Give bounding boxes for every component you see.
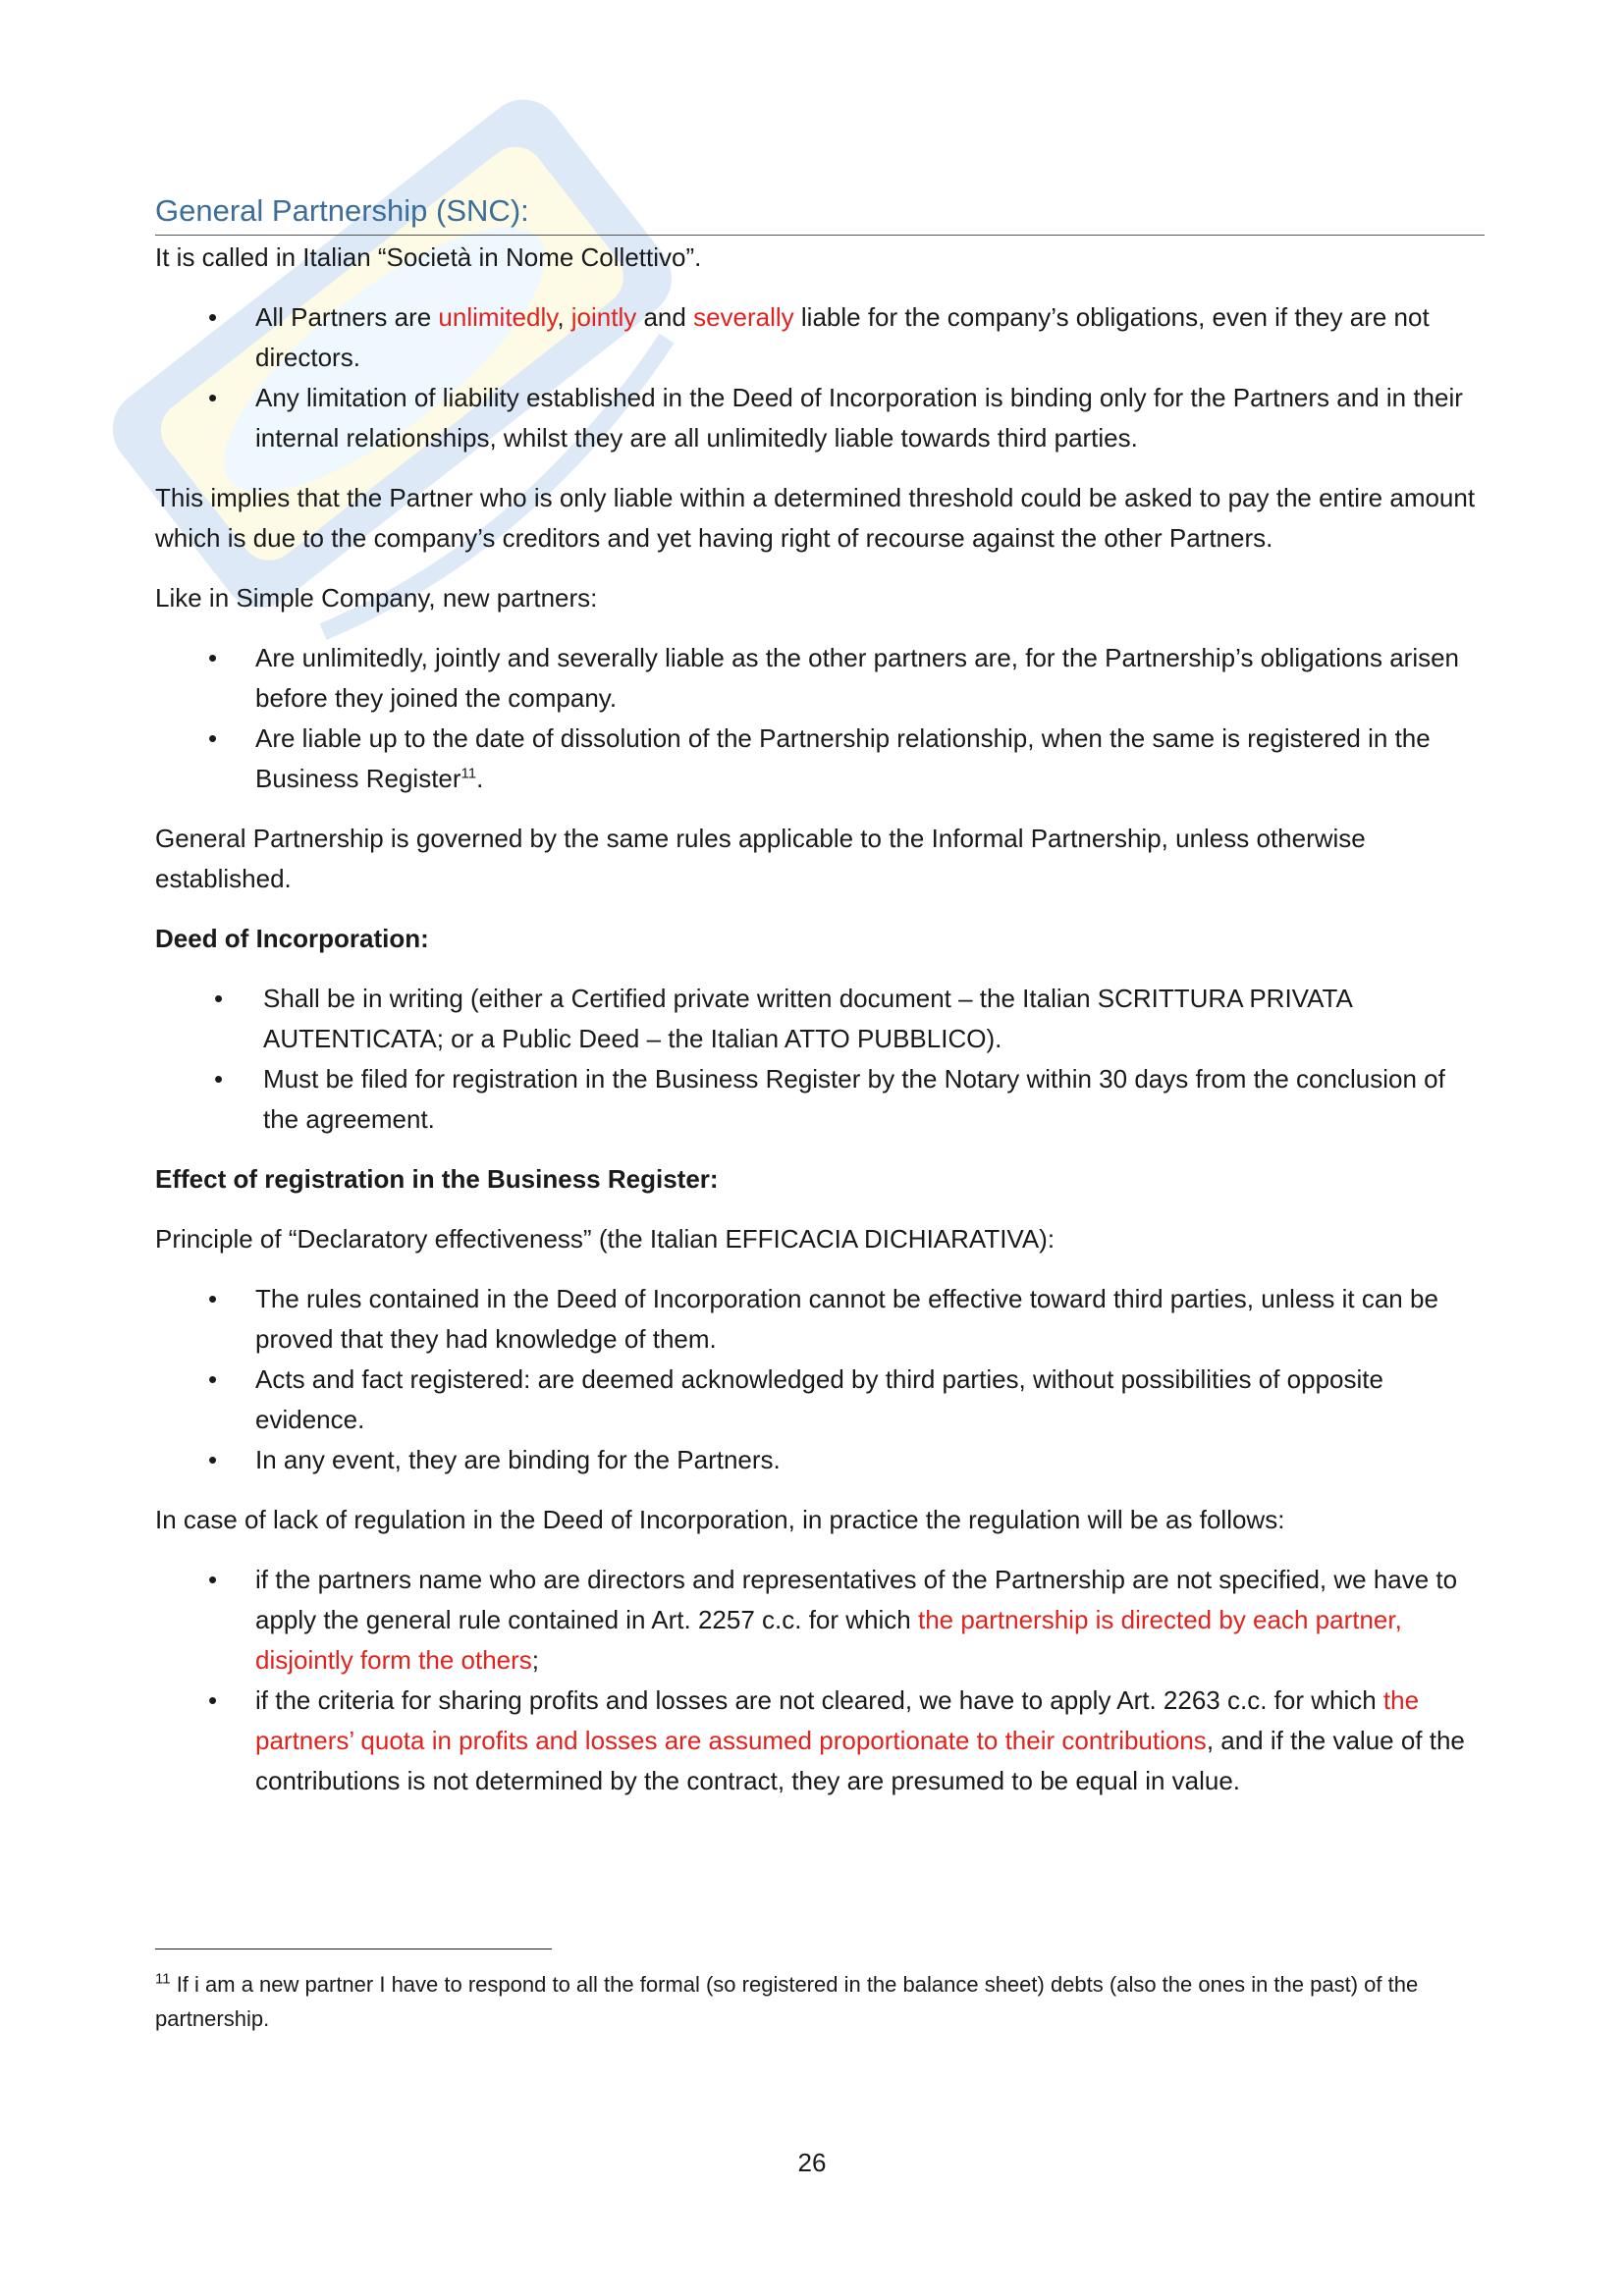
bullet-icon: • <box>208 301 218 332</box>
list-item: • Must be filed for registration in the Business Register by the Notary within 30 days from the conclusion of the agreement. <box>155 1059 1485 1140</box>
paragraph-principle: Principle of “Declaratory effectiveness” (the Italian EFFICACIA DICHIARATIVA): <box>155 1223 1056 1254</box>
highlight-text: the partners’ quota in profits and losses are assumed proportionate to their contributions <box>255 1684 1420 1755</box>
footnote-ref[interactable]: 11 <box>460 765 477 782</box>
liability-list <box>155 297 1485 458</box>
page-number: 26 <box>797 2148 827 2177</box>
section-heading: General Partnership (SNC): <box>155 192 1485 236</box>
footnote: $^{11}$ If i am a new partner I have to respond to all the formal (so registered in the balance sheet) debts (also the ones in the past) of the partnership. <box>155 1970 1419 2031</box>
effect-list <box>155 1279 1485 1480</box>
list-item: • Shall be in writing (either a Certified private written document – the Italian SCRITTURA PRIVATA AUTENTICATA; or a Public Deed – the Italian ATTO PUBBLICO). <box>155 979 1485 1059</box>
list-item: • Any limitation of liability established in the Deed of Incorporation is binding only for the Partners and in their internal relationships, whilst they are all unlimitedly liable towards third parties. <box>155 378 1485 458</box>
list-item: • Acts and fact registered: are deemed acknowledged by third parties, without possibilities of opposite evidence. <box>155 1360 1485 1440</box>
regulation-list <box>155 1560 1485 1801</box>
list-item: • Are unlimitedly, jointly and severally liable as the other partners are, for the Partnership’s obligations arisen before they joined the company. <box>155 638 1485 719</box>
bullet-icon: • <box>208 1363 218 1394</box>
list-item: • Are liable up to the date of dissolution of the Partnership relationship, when the same is registered in the Business Register$^{11}$. <box>155 719 1485 799</box>
paragraph-governed: General Partnership is governed by the same rules applicable to the Informal Partnership, unless otherwise established. <box>155 823 1366 893</box>
bullet-icon: • <box>214 1063 224 1094</box>
bullet-icon: • <box>214 983 224 1013</box>
intro-paragraph: It is called in Italian “Società in Nome Collettivo”. <box>155 241 702 272</box>
document-page <box>155 192 1485 2036</box>
list-item: • All Partners are unlimitedly, jointly and severally liable for the company’s obligations, even if they are not directors. <box>155 297 1485 378</box>
list-item: • if the partners name who are directors and representatives of the Partnership are not specified, we have to apply the general rule contained in Art. 2257 c.c. for which the partnership is directed by each partner, disjointly form the others; <box>155 1560 1485 1681</box>
effect-heading: Effect of registration in the Business Register: <box>155 1163 719 1194</box>
bullet-icon: • <box>208 382 218 412</box>
highlight-text: the partnership is directed by each partner, disjointly form the others <box>255 1604 1402 1675</box>
deed-heading: Deed of Incorporation: <box>155 923 429 953</box>
bullet-icon: • <box>208 1684 218 1715</box>
new-partners-list <box>155 638 1485 799</box>
bullet-icon: • <box>208 1283 218 1313</box>
paragraph-like: Like in Simple Company, new partners: <box>155 582 598 613</box>
highlight-text: jointly <box>570 301 637 332</box>
list-item: • In any event, they are binding for the Partners. <box>155 1440 1485 1480</box>
bullet-icon: • <box>208 1564 218 1594</box>
bullet-icon: • <box>208 642 218 672</box>
bullet-icon: • <box>208 722 218 753</box>
footnote-mark: 11 <box>155 1970 171 1988</box>
highlight-text: severally <box>693 301 794 332</box>
highlight-text: unlimitedly <box>438 301 558 332</box>
list-item: • if the criteria for sharing profits and losses are not cleared, we have to apply Art. 2263 c.c. for which the partners’ quota in profits and losses are assumed proportionate to their contributions, and if the value of the contributions is not determined by the contract, they are presumed to be equal in value. <box>155 1681 1485 1801</box>
deed-list <box>155 979 1485 1140</box>
paragraph-lack: In case of lack of regulation in the Deed of Incorporation, in practice the regulation will be as follows: <box>155 1504 1285 1534</box>
list-item: • The rules contained in the Deed of Incorporation cannot be effective toward third parties, unless it can be proved that they had knowledge of them. <box>155 1279 1485 1360</box>
bullet-icon: • <box>208 1444 218 1474</box>
paragraph-implies: This implies that the Partner who is only liable within a determined threshold could be asked to pay the entire amount which is due to the company’s creditors and yet having right of recourse against the other Partners. <box>155 482 1476 553</box>
